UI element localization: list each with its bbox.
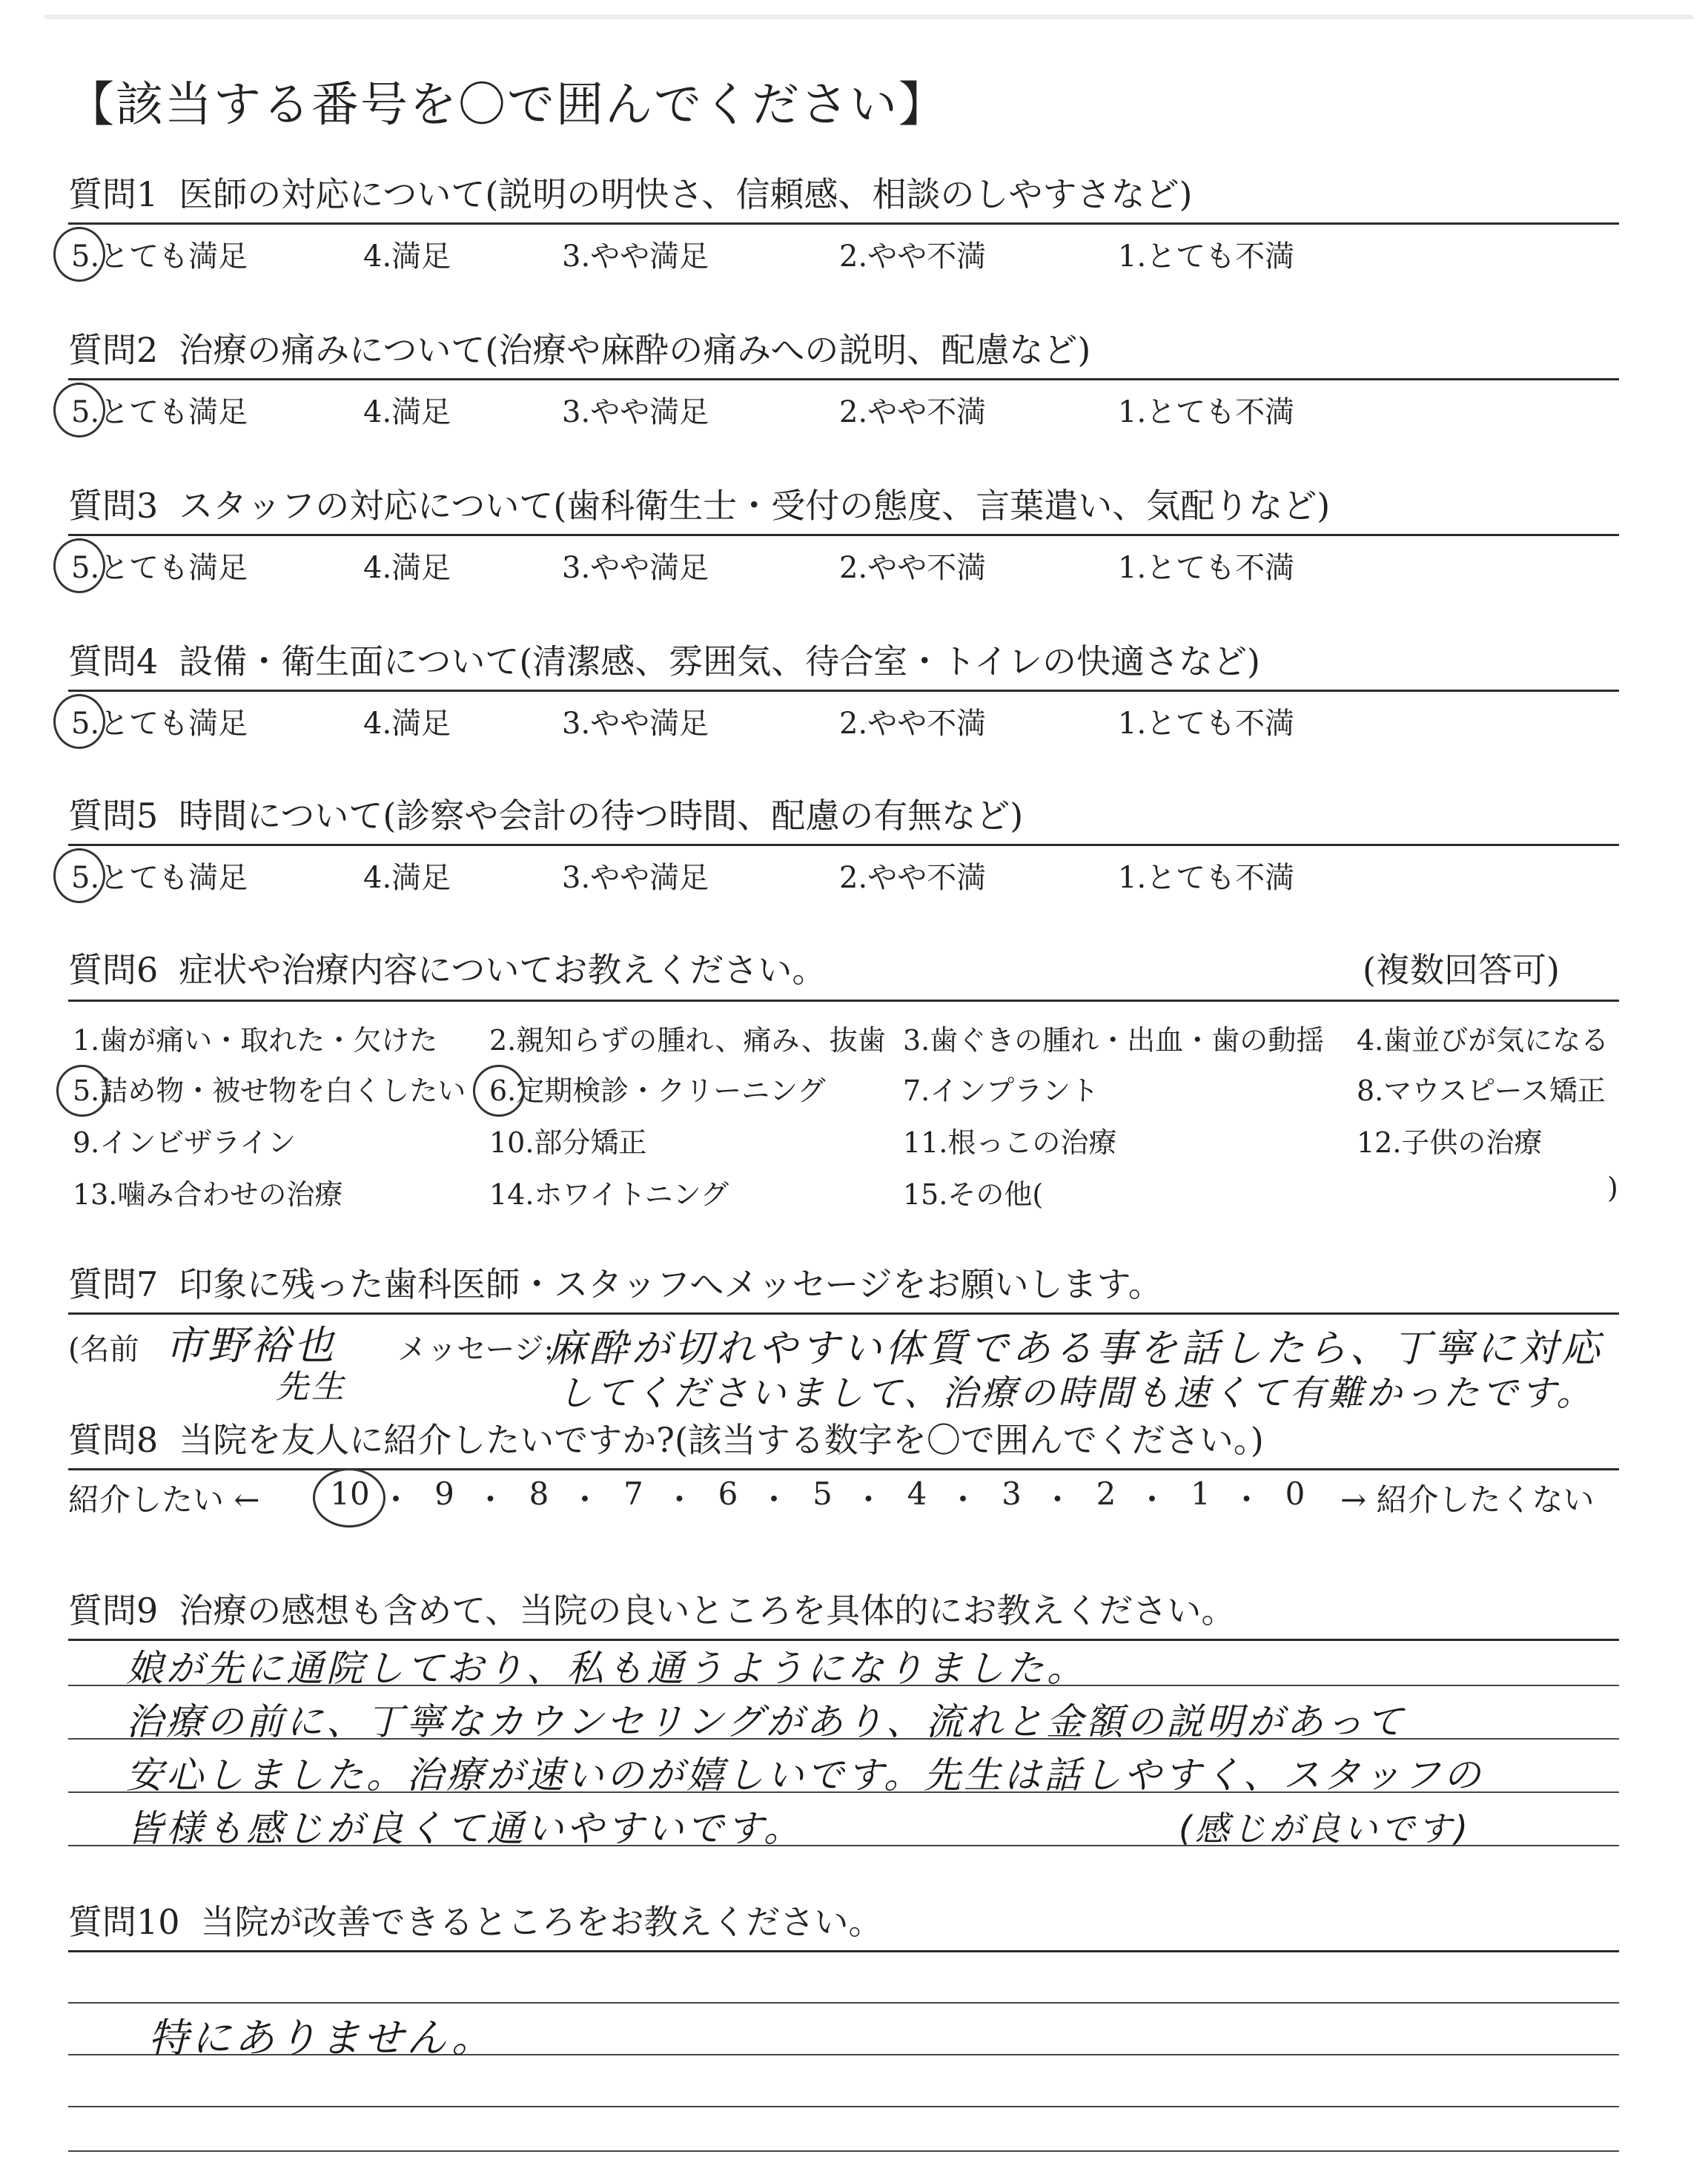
q4-option[interactable]: 1.とても不満 [1118, 707, 1295, 741]
q10-line-rule [68, 2106, 1619, 2107]
q9-answer-line2: 治療の前に、丁寧なカウンセリングがあり、流れと金額の説明があって [126, 1700, 1406, 1743]
q8-scale-separator: ・ [758, 1482, 790, 1518]
q1-number: 質問1 [68, 174, 159, 214]
q4-rule [68, 690, 1619, 692]
q2-title [68, 323, 1090, 372]
q7-number: 質問7 [68, 1264, 159, 1304]
q6-option[interactable]: 8.マウスピース矯正 [1357, 1074, 1606, 1107]
q3-rule [68, 534, 1619, 536]
q6-selection-circle [473, 1065, 525, 1117]
q7-message-label: メッセージ: [397, 1332, 555, 1367]
q4-option[interactable]: 5.とても満足 [71, 707, 248, 741]
q7-message-line1: 麻酔が切れやすい体質である事を話したら、丁寧に対応 [547, 1327, 1604, 1371]
q10-rule [68, 1950, 1619, 1952]
q6-title [68, 943, 826, 992]
q6-other-close-paren: ) [1607, 1172, 1618, 1204]
q4-title [68, 635, 1260, 684]
q8-scale-value[interactable]: 9 [434, 1476, 454, 1512]
scan-top-edge [44, 15, 1693, 19]
q1-text: 医師の対応について(説明の明快さ、信頼感、相談のしやすさなど) [179, 174, 1193, 214]
q10-title [68, 1895, 883, 1944]
q6-text: 症状や治療内容についてお教えください。 [179, 950, 827, 990]
q1-option[interactable]: 2.やや不満 [839, 240, 987, 274]
q2-option[interactable]: 4.満足 [363, 395, 451, 429]
q4-option[interactable]: 3.やや満足 [562, 707, 709, 741]
q3-number: 質問3 [68, 486, 159, 526]
q7-name-value: 市野裕也 [165, 1322, 337, 1369]
q10-text: 当院が改善できるところをお教えください。 [200, 1902, 883, 1942]
q1-selection-circle [53, 227, 105, 282]
q6-option[interactable]: 2.親知らずの腫れ、痛み、抜歯 [489, 1024, 886, 1057]
q8-scale-separator: ・ [1042, 1482, 1073, 1518]
q8-scale-value[interactable]: 8 [529, 1476, 549, 1512]
q3-option[interactable]: 1.とても不満 [1118, 551, 1295, 585]
q2-number: 質問2 [68, 330, 159, 370]
q7-text: 印象に残った歯科医師・スタッフへメッセージをお願いします。 [179, 1264, 1162, 1304]
q9-answer-line1: 娘が先に通院しており、私も通うようになりました。 [126, 1647, 1087, 1690]
q7-message-line2: してくださいまして、治療の時間も速くて有難かったです。 [557, 1373, 1595, 1414]
q8-scale-value[interactable]: 10 [330, 1476, 370, 1512]
q6-option[interactable]: 9.インビザライン [73, 1126, 297, 1159]
q8-rule [68, 1468, 1619, 1470]
q2-option[interactable]: 3.やや満足 [562, 395, 709, 429]
q5-option[interactable]: 4.満足 [363, 861, 451, 895]
q3-option[interactable]: 5.とても満足 [71, 551, 248, 585]
q2-text: 治療の痛みについて(治療や麻酔の痛みへの説明、配慮など) [179, 330, 1091, 370]
q10-line-rule [68, 2150, 1619, 2152]
q9-answer-line3: 安心しました。治療が速いのが嬉しいです。先生は話しやすく、スタッフの [126, 1754, 1483, 1797]
q6-rule [68, 1000, 1619, 1002]
q10-number: 質問10 [68, 1902, 180, 1942]
instruction-header: 【該当する番号を〇で囲んでください】 [67, 78, 947, 133]
q8-scale-separator: ・ [569, 1482, 600, 1518]
q7-title [68, 1258, 1162, 1307]
q6-option[interactable]: 6.定期検診・クリーニング [489, 1074, 826, 1107]
q5-option[interactable]: 3.やや満足 [562, 861, 709, 895]
q1-option[interactable]: 4.満足 [363, 240, 451, 274]
q8-scale-value[interactable]: 2 [1096, 1476, 1116, 1512]
q6-option[interactable]: 15.その他( [903, 1178, 1044, 1211]
q9-answer-insert: (感じが良いです) [1179, 1809, 1471, 1849]
q9-text: 治療の感想も含めて、当院の良いところを具体的にお教えください。 [179, 1591, 1236, 1631]
q8-scale-separator: ・ [663, 1482, 695, 1518]
q8-text: 当院を友人に紹介したいですか?(該当する数字を〇で囲んでください。) [179, 1420, 1264, 1460]
q2-option[interactable]: 2.やや不満 [839, 395, 987, 429]
q4-number: 質問4 [68, 641, 159, 681]
q8-scale-value[interactable]: 6 [718, 1476, 738, 1512]
q3-selection-circle [53, 538, 105, 593]
q6-number: 質問6 [68, 950, 159, 990]
q8-scale-separator: ・ [1136, 1482, 1168, 1518]
q9-number: 質問9 [68, 1591, 159, 1631]
q6-option[interactable]: 3.歯ぐきの腫れ・出血・歯の動揺 [903, 1024, 1325, 1057]
q4-option[interactable]: 4.満足 [363, 707, 451, 741]
q4-option[interactable]: 2.やや不満 [839, 707, 987, 741]
q6-option[interactable]: 4.歯並びが気になる [1357, 1024, 1609, 1057]
q5-rule [68, 844, 1619, 846]
q3-option[interactable]: 2.やや不満 [839, 551, 987, 585]
q8-scale-separator: ・ [947, 1482, 979, 1518]
q8-scale-value[interactable]: 7 [623, 1476, 643, 1512]
q8-scale-value[interactable]: 5 [812, 1476, 833, 1512]
q8-scale-separator: ・ [474, 1482, 506, 1518]
q6-option[interactable]: 1.歯が痛い・取れた・欠けた [73, 1024, 438, 1057]
q6-option[interactable]: 14.ホワイトニング [489, 1178, 729, 1211]
q8-scale-separator: ・ [853, 1482, 884, 1518]
q5-option[interactable]: 5.とても満足 [71, 861, 248, 895]
q8-scale-value[interactable]: 0 [1285, 1476, 1305, 1512]
q4-text: 設備・衛生面について(清潔感、雰囲気、待合室・トイレの快適さなど) [179, 641, 1260, 681]
q6-option[interactable]: 10.部分矯正 [489, 1126, 647, 1159]
q6-option[interactable]: 11.根っこの治療 [903, 1126, 1117, 1159]
q8-right-label: → 紹介したくない [1340, 1482, 1595, 1518]
q8-selection-circle [313, 1468, 385, 1527]
q5-text: 時間について(診察や会計の待つ時間、配慮の有無など) [179, 796, 1024, 836]
q5-number: 質問5 [68, 796, 159, 836]
q2-option[interactable]: 1.とても不満 [1118, 395, 1295, 429]
q9-answer-line4: 皆様も感じが良くて通いやすいです。 [126, 1807, 804, 1850]
q8-title [68, 1413, 1264, 1462]
q10-answer: 特にありません。 [148, 2015, 495, 2061]
q1-option[interactable]: 5.とても満足 [71, 240, 248, 274]
q8-scale-value[interactable]: 1 [1191, 1476, 1211, 1512]
q7-name-label: (名前 [68, 1332, 139, 1367]
q8-scale-separator: ・ [1231, 1482, 1262, 1518]
q1-title [68, 168, 1192, 217]
q6-option[interactable]: 13.噛み合わせの治療 [73, 1178, 343, 1211]
q8-scale-value[interactable]: 3 [1002, 1476, 1022, 1512]
q2-selection-circle [53, 383, 105, 437]
q3-option[interactable]: 3.やや満足 [562, 551, 709, 585]
q5-title [68, 789, 1023, 838]
q1-rule [68, 222, 1619, 225]
q4-selection-circle [53, 694, 105, 749]
q2-option[interactable]: 5.とても満足 [71, 395, 248, 429]
q8-scale-separator: ・ [380, 1482, 411, 1518]
q6-option[interactable]: 7.インプラント [903, 1074, 1099, 1107]
q3-option[interactable]: 4.満足 [363, 551, 451, 585]
q6-selection-circle [56, 1065, 108, 1117]
q8-number: 質問8 [68, 1420, 159, 1460]
q3-text: スタッフの対応について(歯科衛生士・受付の態度、言葉遣い、気配りなど) [179, 486, 1331, 526]
q5-option[interactable]: 1.とても不満 [1118, 861, 1295, 895]
q9-title [68, 1584, 1235, 1633]
q8-left-label: 紹介したい ← [68, 1482, 260, 1518]
q2-rule [68, 378, 1619, 380]
q1-option[interactable]: 3.やや満足 [562, 240, 709, 274]
q3-title [68, 479, 1330, 528]
q5-option[interactable]: 2.やや不満 [839, 861, 987, 895]
q8-scale-value[interactable]: 4 [907, 1476, 927, 1512]
q1-option[interactable]: 1.とても不満 [1118, 240, 1295, 274]
q6-multiple-note: (複数回答可) [1363, 950, 1560, 990]
q10-line-rule [68, 2002, 1619, 2004]
q6-option[interactable]: 12.子供の治療 [1357, 1126, 1543, 1159]
q7-name-suffix: 先生 [276, 1368, 347, 1406]
q5-selection-circle [53, 848, 105, 903]
q6-option[interactable]: 5.詰め物・被せ物を白くしたい [73, 1074, 466, 1107]
